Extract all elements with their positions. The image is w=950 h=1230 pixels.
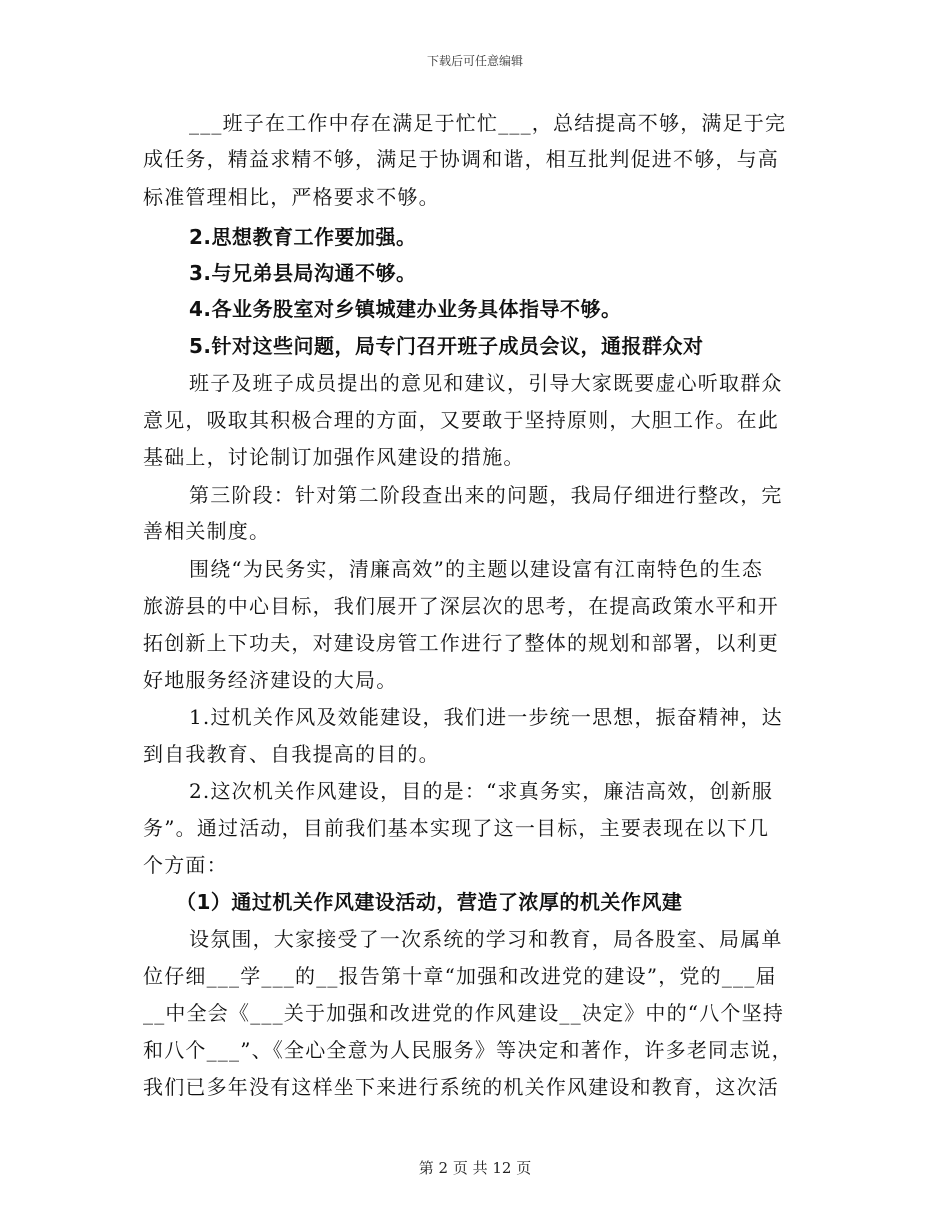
heading-line: 4.各业务股室对乡镇城建办业务具体指导不够。 [189,297,622,321]
heading-line: 3.与兄弟县局沟通不够。 [189,261,417,285]
text-line: 第三阶段：针对第二阶段查出来的问题，我局仔细进行整改，完 [189,483,783,507]
text-line: 旅游县的中心目标，我们展开了深层次的思考，在提高政策水平和开 [143,594,779,618]
text-line: 标准管理相比，严格要求不够。 [143,185,440,209]
text-line: 善相关制度。 [143,519,271,543]
text-line: 位仔细___学___的__报告第十章“加强和改进党的建设”，党的___届 [143,964,777,988]
text-line: 基础上，讨论制订加强作风建设的措施。 [143,445,525,469]
text-line: 班子及班子成员提出的意见和建议，引导大家既要虚心听取群众 [189,371,783,395]
text-line: 意见，吸取其积极合理的方面，又要敢于坚持原则，大胆工作。在此 [143,408,779,432]
text-line: 务”。通过活动，目前我们基本实现了这一目标，主要表现在以下几 [143,816,770,840]
text-line: 和八个___”、《全心全意为人民服务》等决定和著作，许多老同志说， [143,1038,793,1062]
text-line: 2.这次机关作风建设，目的是：“求真务实，廉洁高效，创新服 [189,779,774,803]
heading-line: 2.思想教育工作要加强。 [189,225,417,249]
page-footer: 第 2 页 共 12 页 [418,1159,532,1177]
text-line: 好地服务经济建设的大局。 [143,668,398,692]
text-line: 到自我教育、自我提高的目的。 [143,742,440,766]
heading-line: 5.针对这些问题，局专门召开班子成员会议，通报群众对 [189,334,704,358]
text-line: 1.过机关作风及效能建设，我们进一步统一思想，振奋精神，达 [189,705,783,729]
text-line: 我们已多年没有这样坐下来进行系统的机关作风建设和教育，这次活 [143,1075,779,1099]
text-line: ___班子在工作中存在满足于忙忙___，总结提高不够，满足于完 [189,111,787,135]
text-line: 拓创新上下功夫，对建设房管工作进行了整体的规划和部署，以利更 [143,631,779,655]
text-line: 设氛围，大家接受了一次系统的学习和教育，局各股室、局属单 [189,927,783,951]
text-line: 个方面： [143,853,228,877]
heading-line: （1）通过机关作风建设活动，营造了浓厚的机关作风建 [176,890,683,914]
text-line: __中全会《___关于加强和改进党的作风建设__决定》中的“八个坚持 [143,1001,785,1025]
text-line: 成任务，精益求精不够，满足于协调和谐，相互批判促进不够，与高 [143,147,779,171]
text-line: 围绕“为民务实，清廉高效”的主题以建设富有江南特色的生态 [189,557,764,581]
page-header: 下载后可任意编辑 [426,54,523,68]
